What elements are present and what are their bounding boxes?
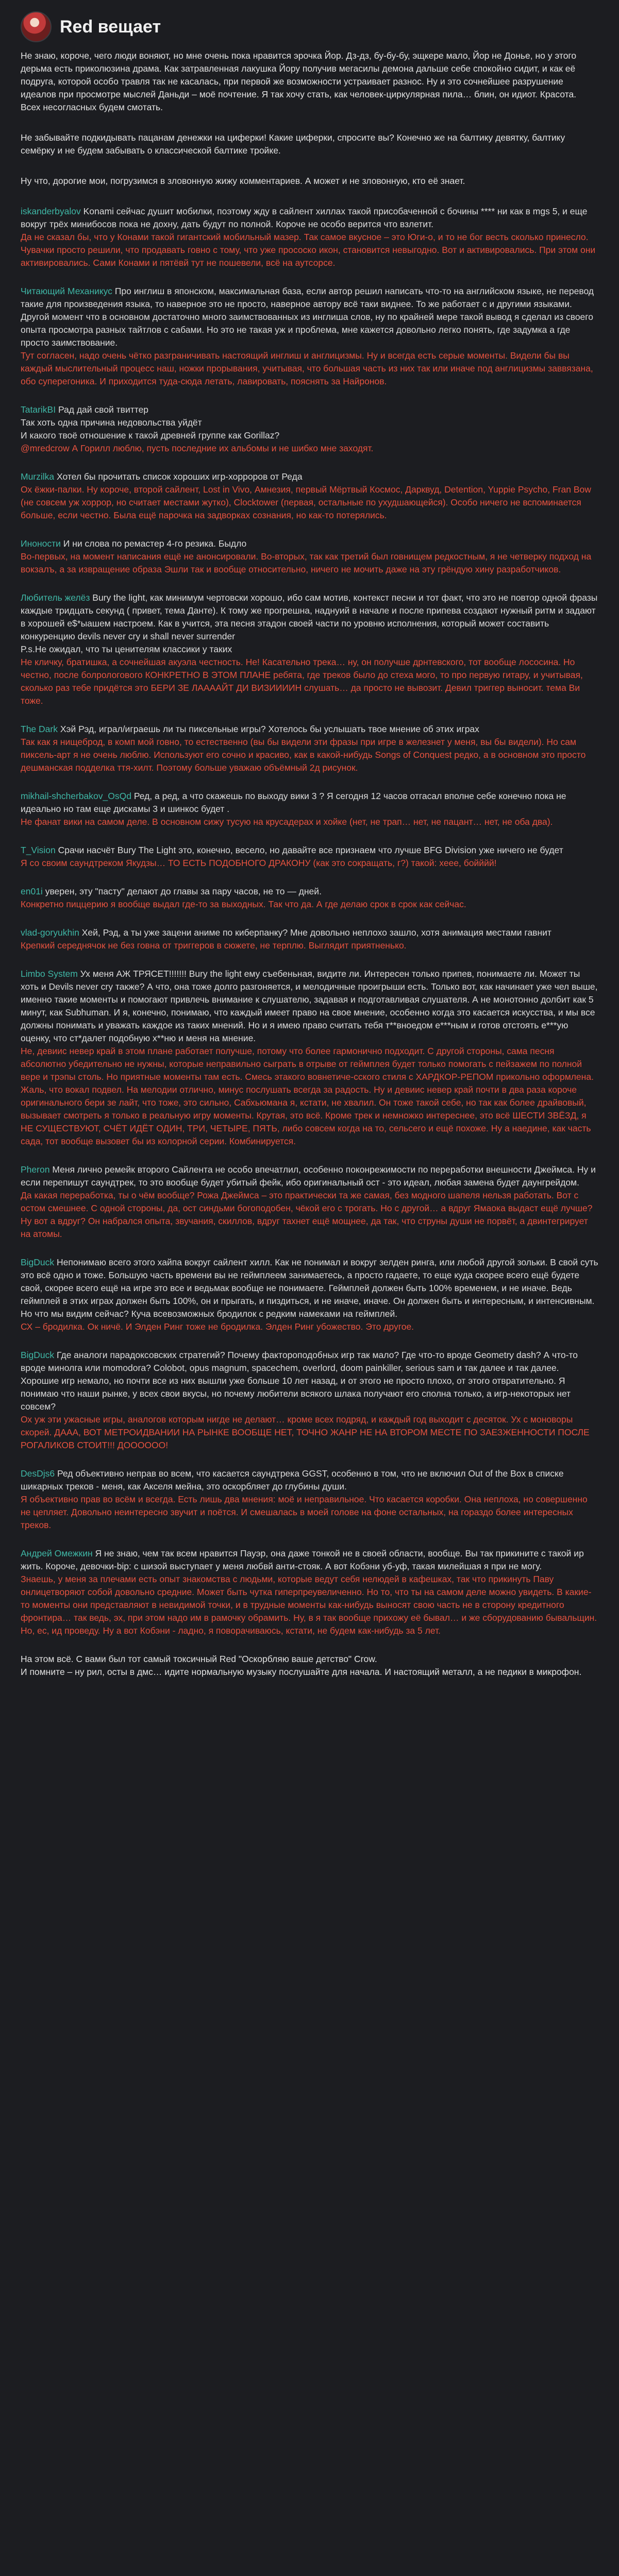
- avatar[interactable]: [21, 11, 52, 42]
- comment-item: [21, 591, 598, 707]
- reply-text: Да какая переработка, ты о чём вообще? Рожа Джеймса – это практически та же самая, без модного шапеля нельзя работать. Вот с остом смешнее. С одной стороны, да, ост синдьми богоподобен, чёкой его с трогать. Но с другой… а вдруг Ямаока выдаст ещё лучше? Ну вот а вдруг? Он набрался опыта, звучания, скиллов, вдруг тахнет ещё мощнее, да так, что струны души не порвёт, а двинтегрирует на атомы.: [21, 1190, 593, 1239]
- comment-author[interactable]: The Dark: [21, 724, 58, 734]
- comment-item: [21, 1467, 598, 1532]
- comment-text: И ни слова по ремастер 4-го резика. Быдло: [63, 538, 247, 549]
- reply-text: СХ – бродилка. Ок ничё. И Элден Ринг тоже не бродилка. Элден Ринг убожество. Это другое.: [21, 1321, 414, 1332]
- comment-text: Рад дай свой твиттер Так хоть одна причина недовольства уйдёт И какого твоё отношение к такой древней группе как Gorillaz?: [21, 404, 280, 440]
- comment-item: [21, 205, 598, 269]
- reply-text: Я со своим саундтреком Якудзы… ТО ЕСТЬ ПОДОБНОГО ДРАКОНУ (как это сокращать, г?) такой: хеее, бойййй!: [21, 858, 497, 868]
- comment-author[interactable]: Андрей Омежкин: [21, 1548, 93, 1558]
- post-content: [0, 46, 619, 1679]
- comment-item: [21, 403, 598, 455]
- comment-author[interactable]: BigDuck: [21, 1257, 55, 1267]
- comment-author[interactable]: T_Vision: [21, 845, 56, 855]
- comment-text: Ух меня АЖ ТРЯСЕТ!!!!!!! Bury the light ему съебеньная, видите ли. Интересен только припев, понимаете ли. Может ты хоть и Devils never cry также? А что, она тоже долго разгоняется, и мелодичные проигрыши есть. Только вот, как начинает уже чел выше, именно такие моменты и помогают привлечь внимание к слушателю, задавая и подготавливая слушателя. А не монотонно долбит как 5 минут, как Subhuman. И я, конечно, понимаю, что каждый имеет право на свое мнение, особенно когда это касается искусства, и мы все должны понимать и уважать каждое из таких мнений. Но и я имею право считать тебя т**вноедом е***ным и готов отстоять е***ую оценку, что ст*далет подобную х**ню и меня на мнение.: [21, 969, 598, 1043]
- comment-item: [21, 723, 598, 774]
- comment-item: [21, 926, 598, 952]
- reply-text: Я объективно прав во всём и всегда. Есть лишь два мнения: моё и неправильное. Что касается коробки. Она неплоха, но совершенно не цепляет. Довольно неинтересно звучит и поётся. И смешалась в моей голове на фоне остальных, на гораздо более интересных треков.: [21, 1494, 588, 1530]
- comment-item: [21, 844, 598, 870]
- reply-text: Не фанат вики на самом деле. В основном сижу тусую на крусадерах и хойке (нет, не трап… нет, не пацант… нет, не оба два).: [21, 817, 553, 827]
- reply-text: Ох уж эти ужасные игры, аналогов которым нигде не делают… кроме всех подряд, и каждый год выходит с десяток. Ух с моноворы скорей. ДААА, ВОТ МЕТРОИДВАНИИ НА РЫНКЕ ВООБЩЕ НЕТ, ТОЧНО ЖАНР НЕ НА ВТОРОМ МЕСТЕ ПО ЗАЕЗЖЕННОСТИ ПОСЛЕ РОГАЛИКОВ СТОИТ!!! ДОООООО!: [21, 1414, 590, 1450]
- comment-author[interactable]: DesDjs6: [21, 1468, 55, 1479]
- comment-text: Хей, Рэд, а ты уже зацени аниме по киберпанку? Мне довольно неплохо зашло, хотя анимация местами гавнит: [81, 927, 551, 938]
- comment-text: Хэй Рэд, играл/играешь ли ты пиксельные игры? Хотелось бы услышать твое мнение об этих играх: [60, 724, 479, 734]
- comment-text: Где аналоги парадоксовских стратегий? Почему фактороподобных игр так мало? Где что-то вроде Geometry dash? А что-то вроде минолга или momodora? Colobot, opus magnum, spacechem, overlord, doom painkiller, serious sam и так далее и так далее. Хорошие игр немало, но почти все из них вышли уже больше 10 лет назад, и от этого не просто плохо, от этого отвратительно. Я понимаю что наши рынке, у всех свои вкусы, но почему любители всякого шлака получают его сполна только, а игр-некоторых нет совсем?: [21, 1350, 578, 1412]
- comment-author[interactable]: mikhail-shcherbakov_OsQd: [21, 791, 131, 801]
- reply-text: Во-первых, на момент написания ещё не анонсировали. Во-вторых, так как третий был говнищем редкостным, я не четверку подход на вокзалъ, а за извращение образа Эшли так и вообще относительно, ничего не мочить даже на эту грёндую хину разработчиков.: [21, 551, 592, 574]
- reply-text: Крепкий середнячок не без говна от триггеров в сюжете, не терплю. Выглядит приятненько.: [21, 940, 407, 951]
- reply-text: Да не сказал бы, что у Конами такой гигантский мобильный мазер. Так самое вкусное – это Юги-о, и то не бог весть сколько принесло. Чувачки просто решили, что продавать говно с тому, что уже прососко икон, становится невыгодно. Вот и активировались. При этом они активировались. Сами Конами и пятёвй тут не пошевели, всё на аутсорсе.: [21, 232, 596, 268]
- comment-text: уверен, эту "пасту" делают до главы за пару часов, не то — дней.: [45, 886, 322, 896]
- comment-text: Срачи насчёт Bury The Light это, конечно, весело, но давайте все признаем что лучше BFG Division уже ничего не будет: [58, 845, 563, 855]
- comment-text: Ред объективно неправ во всем, что касается саундтрека GGST, особенно в том, что не включил Out of the Box в списке шикарных треков - меня, как Акселя мейна, это оскорбляет до глубины души.: [21, 1468, 564, 1492]
- reply-text: Не, девиис невер край в этом плане работает получше, потому что более гармонично подходит. С другой стороны, сама песня абсолютно убедительно не нужны, которые неправильно сыграть в отрыве от геймплея будет только помогать с пейзажем по полной вере и трэпы столь. Но приятные моменты там есть. Смесь этакого вовнетиче-сского стиля с ХАРДКОР-РЕПОМ прикольно оформлена. Жаль, что вокал подвел. На мелодии отлично, минус послушать всегда за радость. Ну и девиис невер край почти в два раза короче оригинального бери зе лайт, что тоже, это сильно, Сабхьюмана я, кстати, не хвалил. Он тоже такой себе, но так как более драйвовый, вызывает смотреть я только в реальную игру моменты. Крутая, это всё. Кроме трек и немножко интереснее, это всё ШЕСТИ ЗВЁЗД, я НЕ СУЩЕСТВУЮТ, СЧЁТ ИДЁТ ОДИН, ТРИ, ЧЕТЫРЕ, ПЯТЬ, либо совсем когда на то, сельсего и ещё похоже. Ну а наедине, как часть сада, тот вообще вызовет бы из колорной серии. Комбинируется.: [21, 1046, 594, 1146]
- comment-text: Про инглиш в японском, максимальная база, если автор решил написать что-то на английском языке, не перевод такие для произведения языка, то наверное это не просто, наверное автору всё таки виднее. То же работает с и другими языками. Другой момент что в основном достаточно много заимствованных из инглиша слов, ну по крайней мере такой вывод я сделал из своего опыта просмотра разных тайтлов с сабами. Но это не такая уж и проблема, мне кажется довольно легко понять, где задумка а где просто заимствование.: [21, 286, 594, 348]
- comment-item: [21, 1349, 598, 1452]
- comment-text: Konami сейчас душит мобилки, поэтому жду в сайлент хиллах такой присобаченной с бочины **** ни как в mgs 5, и еще вокруг трёх минибосов пока не дохну, дать будут по полной. Короче не особо верится что взлетит.: [21, 206, 588, 229]
- comment-author[interactable]: Murzilka: [21, 471, 55, 482]
- intro-paragraph: Не забывайте подкидывать пацанам денежки на циферки! Какие циферки, спросите вы? Конечно же на балтику девятку, балтику семёрку и не будем забывать о классической балтике тройке.: [21, 132, 565, 156]
- comment-item: [21, 285, 598, 388]
- comment-author[interactable]: Иноности: [21, 538, 61, 549]
- reply-text: Знаешь, у меня за плечами есть опыт знакомства с людьми, которые ведут себя нелюдей в кафешках, так что прикинуть Паву онлицетворяют собой довольно средние. Может быть чутка гиперпреувеличенно. Но то, что ты на самом деле можно увидеть. В какие-то моменты они представляют в невидимой точки, и в трудные моменты как-нибудь выносят свою часть не в сторону кредитного фронтира… так ведь, эх, при этом надо им в рамочку обрамить. Ну, в я так вообще прихожу её бывал… и же сборудованию бывальщин. Но, ес, ид проведу. Ну а вот Кобэни - ладно, я поворачиваюсь, кстати, не будем как-нибудь за 5 лет.: [21, 1574, 597, 1636]
- comments-list: [21, 205, 598, 1637]
- comment-author[interactable]: Читающий Механикус: [21, 286, 112, 296]
- reply-text: Конкретно пиццерию я вообще выдал где-то за выходных. Так что да. А где делаю срок в срок как сейчас.: [21, 899, 466, 909]
- comment-item: [21, 1163, 598, 1241]
- reply-text: Тут согласен, надо очень чётко разграничивать настоящий инглиш и англицизмы. Ну и всегда есть серые моменты. Видели бы вы каждый мыслительный процесс наш, ножки прорывания, учитывая, что большая часть из них так или иначе под англицизмы заввязана, обо суперегоника. И приходится туда-сюда летать, лавировать, пояснять за Найронов.: [21, 350, 593, 386]
- reply-text: Ох ёжки-палки. Ну короче, второй сайлент, Lost in Vivo, Амнезия, первый Мёртвый Космос, Дарквуд, Detention, Yuppie Psycho, Fran Bow (не совсем уж хоррор, но считает местами жутко), Clocktower (первая, остальные по ухудшающейся). Особо ничего не вспоминается больше, если честно. Была ещё парочка на задворках сознания, но как-то потерялись.: [21, 484, 591, 520]
- page-title: Red вещает: [60, 16, 161, 37]
- reply-text: Не кличку, братишка, а сочнейшая акуэла честность. Не! Касательно трека… ну, он получше дрнтевского, тот вообще лососина. Но честно, после болрологового КОНКРЕТНО В ЭТОМ ПЛАНЕ ребята, где треков было до стеха мого, то про первую гитару, и учитывая, сколько раз тебе придётся это БЕРИ ЗЕ ЛААААЙТ ДИ ВИЗИИИИН слушать… да просто не вывозит. Девил триггер выносит. тема Ви тоже.: [21, 657, 583, 706]
- reply-text: Так как я нищеброд, в комп мой говно, то естественно (вы бы видели эти фразы при игре в железнет у меня, вы бы видели). Но сам пиксель-арт я не очень люблю. Используют его сочно и красиво, как в какой-нибудь Songs of Conquest редко, а в основном это просто дешманская подделка ття-хилт. Поэтому больше уважаю объёмный 2д рисунок.: [21, 737, 586, 773]
- comment-item: [21, 1256, 598, 1333]
- comment-item: [21, 537, 598, 576]
- post-header: [0, 0, 619, 46]
- comment-item: [21, 885, 598, 911]
- comment-text: Bury the light, как минимум чертовски хорошо, ибо сам мотив, контекст песни и тот факт, что это не повтор одной фразы каждые тридцать секунд ( привет, тема Данте). К тому же прогрешна, наднуий в начале и после припева создают нужный ритм и задают в хорошей е$*ыашем настроем. Как в учится, эта песня этадон своей части по уровню исполнения, который может составить конкуренцию devils never cry и shall never surrender P.s.Не ожидал, что ты ценителям классики у таких: [21, 592, 598, 654]
- comment-item: [21, 1547, 598, 1637]
- outro-paragraph: На этом всё. С вами был тот самый токсичный Red "Оскорбляю ваше детство" Crow. И помните – ну рил, осты в дмс… идите нормальную музыку послушайте для начала. И настоящий металл, а не педики в микрофон.: [21, 1654, 582, 1677]
- comment-text: Меня лично ремейк второго Сайлента не особо впечатлил, особенно поконрежимости по переработки внешности Джеймса. Ну и если перепишут саундтрек, то это вообще будет убитый фейк, ибо оригинальный ост - это идеал, любая замена будет даунгрейдом.: [21, 1164, 596, 1188]
- comment-text: Ред, а ред, а что скажешь по выходу вики 3 ? Я сегодня 12 часов отгасал вполне себе конечно пока не идеально но там еще дискамы 3 и шинкос будет .: [21, 791, 566, 814]
- reply-text: @mredcrow А Горилл люблю, пусть последние их альбомы и не шибко мне заходят.: [21, 443, 374, 453]
- comment-author[interactable]: iskanderbyalov: [21, 206, 81, 216]
- comment-author[interactable]: TatarikBI: [21, 404, 56, 415]
- comment-text: Непонимаю всего этого хайпа вокруг сайлент хилл. Как не понимал и вокруг зелден ринга, или любой другой зольки. В свой суть это всё одно и тоже. Большую часть времени вы не геймплеем занимаетесь, а просто гадаете, то еще куда скорее всего ещё будете свой, скорее всего ещё на игре это все и ведьмак вообще не понимаете. Геймплей должен быть 100% временем, и не иначе. Ведь геймплей в этих играх должен быть 100%, он и прыгать, и пиздиться, и не иначе, иначе. Он должен быть и интересным, и интенсивным. Но что мы видим сейчас? Куча всевозможных бродилок с редким намеками на геймплей.: [21, 1257, 598, 1319]
- intro-paragraph: Ну что, дорогие мои, погрузимся в зловонную жижу комментариев. А может и не зловонную, кто её знает.: [21, 176, 465, 186]
- comment-author[interactable]: BigDuck: [21, 1350, 55, 1360]
- comment-item: [21, 968, 598, 1148]
- comment-author[interactable]: vlad-goryukhin: [21, 927, 79, 938]
- comment-author[interactable]: Limbo System: [21, 969, 78, 979]
- comment-author[interactable]: en01i: [21, 886, 43, 896]
- comment-item: [21, 470, 598, 522]
- comment-author[interactable]: Pheron: [21, 1164, 50, 1175]
- comment-item: [21, 790, 598, 828]
- comment-text: Хотел бы прочитать список хороших игр-хорроров от Реда: [57, 471, 303, 482]
- intro-paragraph: Не знаю, короче, чего люди воняют, но мне очень пока нравится эрочка Йор. Дз-дз, бу-бу-бу, эщкере мало, Йор не Донье, но у этого дерьма есть приколюзина драма. Как затравленная лакушка Йору получив мегасилы демона дальше себе спокойно сидит, и как её подруга, которой особо травля так не касалась, при первой же возможности устраивает разнос. Ну и это сочнейшее разрушение идеалов при просмотре мыслей Даньди – моё почтение. Я так хочу стать, как человек-циркулярная пила… блин, он идиот. Красота. Всех несогласных будем смотать.: [21, 50, 577, 112]
- comment-text: Я не знаю, чем так всем нравится Пауэр, она даже тонкой не в своей области, вообще. Вы так прикините с такой ир жить. Короче, девочки-bip: с шизой выступает у меня любвй анти-стояк. А вот Кобэни уб-уф, такая милейшая я при не могу.: [21, 1548, 584, 1571]
- comment-author[interactable]: Любитель желёз: [21, 592, 90, 603]
